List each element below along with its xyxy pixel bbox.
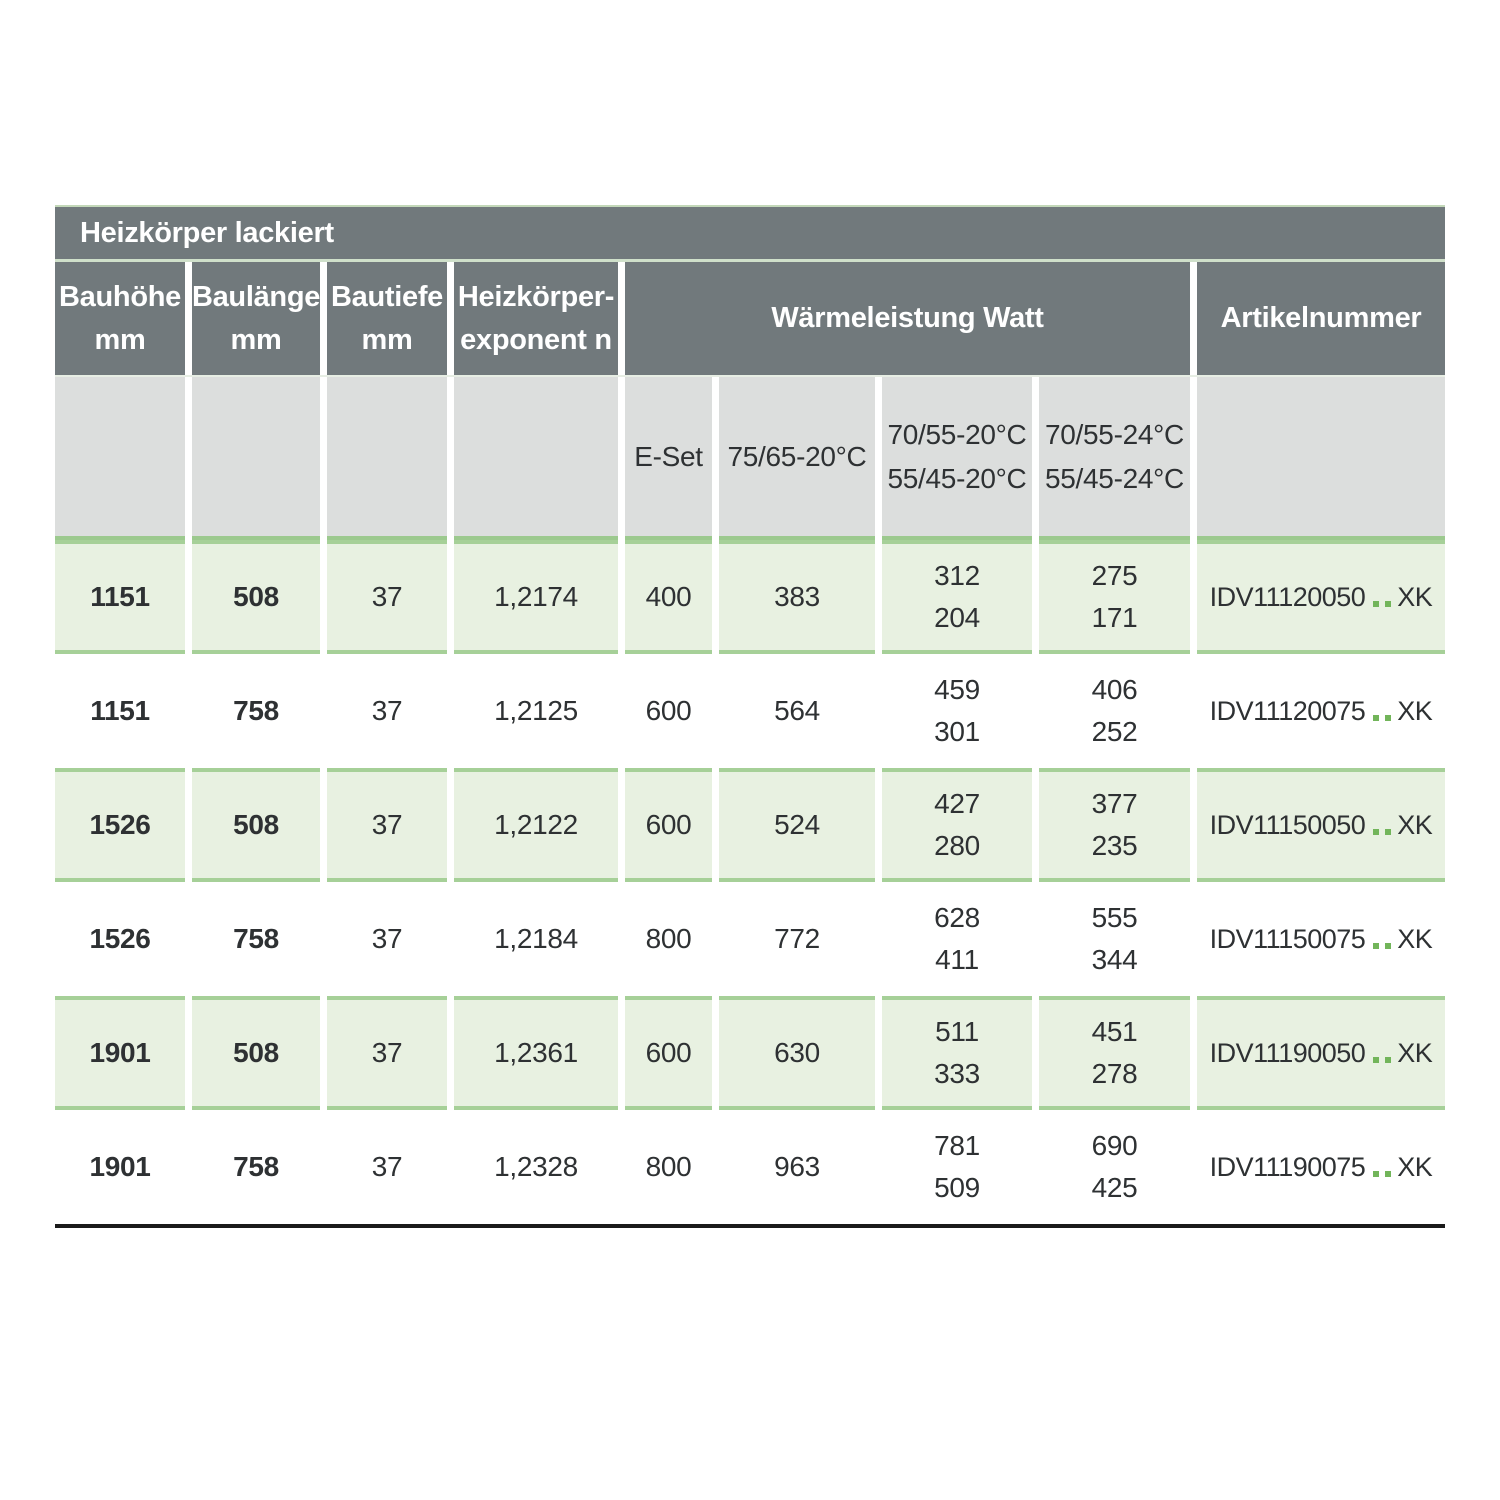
subheader-cell-w20-text: 55/45-20°C xyxy=(887,462,1027,494)
cell-bauhoehe xyxy=(55,768,185,882)
header-cell-waermeleistung: Wärmeleistung Watt xyxy=(625,262,1190,375)
subheader-cell-w7565 xyxy=(719,377,875,540)
cell-w24 xyxy=(1039,768,1190,882)
cell-artikelnummer xyxy=(1197,540,1445,654)
cell-eset-text: 600 xyxy=(645,809,692,840)
cell-w7565-text: 772 xyxy=(774,923,820,954)
header-cell-bautiefe xyxy=(327,262,447,375)
cell-w7565 xyxy=(719,654,875,768)
cell-w20-text: 781 xyxy=(934,1130,980,1161)
cell-w24 xyxy=(1039,996,1190,1110)
cell-artikelnummer-text: IDV11190075 xyxy=(1209,1151,1366,1182)
cell-bautiefe-text: 37 xyxy=(371,1037,403,1068)
header-cell-baulaenge-text: Baulänge xyxy=(191,281,321,314)
artikel-suffix: XK xyxy=(1397,581,1433,612)
cell-bauhoehe-text: 1526 xyxy=(89,923,151,954)
cell-bautiefe-text: 37 xyxy=(371,695,403,726)
cell-w7565 xyxy=(719,996,875,1110)
cell-bautiefe-text: 37 xyxy=(371,1151,403,1182)
cell-w24 xyxy=(1039,654,1190,768)
subheader-cell-w24-text: 70/55-24°C xyxy=(1045,419,1184,451)
cell-eset xyxy=(625,654,712,768)
cell-w20-text: 333 xyxy=(934,1058,980,1089)
cell-w7565 xyxy=(719,1110,875,1224)
cell-w20-text: 411 xyxy=(935,944,979,975)
placeholder-dot xyxy=(1373,1057,1379,1063)
cell-artikelnummer-text: IDV11120075 xyxy=(1209,695,1366,726)
table-row xyxy=(55,540,1445,654)
subheader-cell-empty-baulaenge xyxy=(192,377,320,540)
cell-w20-text: 427 xyxy=(934,788,980,819)
artikel-suffix: XK xyxy=(1397,695,1433,726)
cell-exponent xyxy=(454,654,618,768)
cell-w20-text: 628 xyxy=(934,902,980,933)
cell-w20-text: 511 xyxy=(935,1016,979,1047)
cell-bauhoehe-text: 1526 xyxy=(89,809,151,840)
cell-exponent xyxy=(454,882,618,996)
subheader-row xyxy=(55,377,1445,540)
cell-w24-text: 171 xyxy=(1091,602,1138,633)
header-cell-bauhoehe xyxy=(55,262,185,375)
cell-exponent xyxy=(454,768,618,882)
header-cell-bauhoehe-text: mm xyxy=(94,323,146,356)
subheader-cell-w24 xyxy=(1039,377,1190,540)
cell-w24-text: 252 xyxy=(1091,716,1138,747)
table-row xyxy=(55,996,1445,1110)
cell-baulaenge xyxy=(192,882,320,996)
cell-bauhoehe xyxy=(55,654,185,768)
cell-w7565-text: 630 xyxy=(774,1037,820,1068)
cell-bautiefe xyxy=(327,654,447,768)
subheader-cell-empty-bautiefe xyxy=(327,377,447,540)
cell-baulaenge-text: 508 xyxy=(233,809,279,840)
cell-baulaenge xyxy=(192,768,320,882)
header-row xyxy=(55,262,1445,377)
cell-exponent-text: 1,2184 xyxy=(494,923,578,954)
cell-artikelnummer-text: IDV11120050 xyxy=(1209,581,1366,612)
cell-artikelnummer-text: IDV11190050 xyxy=(1209,1037,1366,1068)
subheader-cell-w7565-text: 75/65-20°C xyxy=(727,440,867,472)
cell-eset xyxy=(625,882,712,996)
cell-exponent-text: 1,2174 xyxy=(494,581,578,612)
placeholder-dot xyxy=(1373,1171,1379,1177)
placeholder-dot xyxy=(1385,1057,1391,1063)
placeholder-dot xyxy=(1385,715,1391,721)
cell-bauhoehe-text: 1151 xyxy=(90,695,150,726)
cell-eset xyxy=(625,768,712,882)
table-row xyxy=(55,768,1445,882)
cell-bautiefe-text: 37 xyxy=(371,809,403,840)
cell-w20-text: 301 xyxy=(934,716,980,747)
cell-w20 xyxy=(882,654,1032,768)
bottom-rule xyxy=(55,1224,1445,1228)
cell-baulaenge-text: 758 xyxy=(233,923,279,954)
cell-eset-text: 600 xyxy=(645,1037,692,1068)
cell-bautiefe-text: 37 xyxy=(371,923,403,954)
placeholder-dot xyxy=(1373,943,1379,949)
header-cell-baulaenge xyxy=(192,262,320,375)
cell-bauhoehe-text: 1901 xyxy=(89,1151,151,1182)
cell-bautiefe xyxy=(327,1110,447,1224)
cell-eset-text: 400 xyxy=(645,581,692,612)
artikel-suffix: XK xyxy=(1397,809,1433,840)
cell-w20-text: 204 xyxy=(934,602,980,633)
cell-w20 xyxy=(882,882,1032,996)
cell-bautiefe xyxy=(327,540,447,654)
cell-baulaenge-text: 758 xyxy=(233,1151,279,1182)
subheader-cell-eset xyxy=(625,377,712,540)
cell-w24-text: 555 xyxy=(1091,902,1138,933)
header-cell-exponent-text: Heizkörper- xyxy=(457,281,615,314)
cell-w24-text: 344 xyxy=(1091,944,1138,975)
subheader-cell-w20 xyxy=(882,377,1032,540)
subheader-cell-empty-artikel xyxy=(1197,377,1445,540)
cell-artikelnummer xyxy=(1197,996,1445,1110)
table-row xyxy=(55,654,1445,768)
header-cell-exponent xyxy=(454,262,618,375)
artikel-suffix: XK xyxy=(1397,1037,1433,1068)
cell-eset-text: 600 xyxy=(645,695,692,726)
cell-baulaenge-text: 508 xyxy=(233,581,279,612)
cell-exponent xyxy=(454,1110,618,1224)
cell-w24-text: 235 xyxy=(1091,830,1138,861)
cell-w24-text: 278 xyxy=(1091,1058,1138,1089)
subheader-cell-empty-bauhoehe xyxy=(55,377,185,540)
cell-baulaenge xyxy=(192,654,320,768)
cell-bauhoehe-text: 1901 xyxy=(89,1037,151,1068)
artikel-suffix: XK xyxy=(1397,1151,1433,1182)
placeholder-dot xyxy=(1385,1171,1391,1177)
cell-exponent-text: 1,2122 xyxy=(494,809,578,840)
cell-w7565 xyxy=(719,540,875,654)
cell-artikelnummer xyxy=(1197,882,1445,996)
cell-eset xyxy=(625,1110,712,1224)
cell-w20 xyxy=(882,996,1032,1110)
cell-w20-text: 459 xyxy=(934,674,980,705)
cell-exponent xyxy=(454,996,618,1110)
cell-eset xyxy=(625,996,712,1110)
cell-baulaenge xyxy=(192,996,320,1110)
header-cell-baulaenge-text: mm xyxy=(230,323,282,356)
cell-baulaenge-text: 508 xyxy=(233,1037,279,1068)
placeholder-dot xyxy=(1373,601,1379,607)
cell-artikelnummer xyxy=(1197,654,1445,768)
cell-exponent-text: 1,2328 xyxy=(494,1151,578,1182)
cell-w7565-text: 963 xyxy=(774,1151,820,1182)
subheader-cell-w20-text: 70/55-20°C xyxy=(887,419,1027,451)
subheader-cell-empty-exponent xyxy=(454,377,618,540)
placeholder-dot xyxy=(1373,715,1379,721)
cell-baulaenge xyxy=(192,540,320,654)
cell-bautiefe xyxy=(327,996,447,1110)
subheader-cell-w24-text: 55/45-24°C xyxy=(1045,462,1184,494)
cell-w24 xyxy=(1039,540,1190,654)
cell-bautiefe xyxy=(327,882,447,996)
table-title-bar xyxy=(55,205,1445,262)
cell-w24-text: 425 xyxy=(1091,1172,1138,1203)
cell-w20 xyxy=(882,540,1032,654)
cell-w24-text: 275 xyxy=(1091,560,1138,591)
cell-w7565-text: 524 xyxy=(774,809,820,840)
cell-bautiefe xyxy=(327,768,447,882)
spec-table xyxy=(55,205,1445,1228)
artikel-suffix: XK xyxy=(1397,923,1433,954)
cell-exponent-text: 1,2125 xyxy=(494,695,578,726)
cell-w24-text: 690 xyxy=(1091,1130,1138,1161)
cell-w24-text: 406 xyxy=(1091,674,1138,705)
cell-bauhoehe xyxy=(55,1110,185,1224)
cell-w7565 xyxy=(719,768,875,882)
cell-w7565-text: 383 xyxy=(774,581,820,612)
cell-bauhoehe-text: 1151 xyxy=(90,581,150,612)
placeholder-dot xyxy=(1385,601,1391,607)
cell-artikelnummer xyxy=(1197,768,1445,882)
cell-w24-text: 451 xyxy=(1091,1016,1138,1047)
cell-w20 xyxy=(882,768,1032,882)
cell-bauhoehe xyxy=(55,540,185,654)
cell-artikelnummer-text: IDV11150075 xyxy=(1209,923,1366,954)
header-cell-bauhoehe-text: Bauhöhe xyxy=(59,281,181,314)
cell-eset xyxy=(625,540,712,654)
subheader-cell-eset-text: E-Set xyxy=(634,440,703,472)
cell-w20-text: 312 xyxy=(934,560,980,591)
cell-w7565-text: 564 xyxy=(774,695,820,726)
placeholder-dot xyxy=(1373,829,1379,835)
cell-w20 xyxy=(882,1110,1032,1224)
header-cell-bautiefe-text: mm xyxy=(361,323,413,356)
cell-exponent-text: 1,2361 xyxy=(494,1037,578,1068)
table-row xyxy=(55,1110,1445,1224)
cell-artikelnummer-text: IDV11150050 xyxy=(1209,809,1366,840)
cell-exponent xyxy=(454,540,618,654)
placeholder-dot xyxy=(1385,829,1391,835)
cell-bautiefe-text: 37 xyxy=(371,581,403,612)
table-body xyxy=(55,540,1445,1224)
header-cell-exponent-text: exponent n xyxy=(460,323,612,356)
cell-bauhoehe xyxy=(55,882,185,996)
table-row xyxy=(55,882,1445,996)
header-cell-bautiefe-text: Bautiefe xyxy=(330,281,443,314)
cell-w20-text: 280 xyxy=(934,830,980,861)
cell-bauhoehe xyxy=(55,996,185,1110)
cell-eset-text: 800 xyxy=(645,1151,692,1182)
cell-w24-text: 377 xyxy=(1091,788,1138,819)
cell-artikelnummer xyxy=(1197,1110,1445,1224)
header-cell-artikelnummer: Artikelnummer xyxy=(1197,262,1445,375)
placeholder-dot xyxy=(1385,943,1391,949)
cell-w24 xyxy=(1039,1110,1190,1224)
cell-baulaenge-text: 758 xyxy=(233,695,279,726)
cell-w24 xyxy=(1039,882,1190,996)
cell-w20-text: 509 xyxy=(934,1172,980,1203)
cell-w7565 xyxy=(719,882,875,996)
cell-eset-text: 800 xyxy=(645,923,692,954)
cell-baulaenge xyxy=(192,1110,320,1224)
table-title: Heizkörper lackiert xyxy=(80,216,334,249)
